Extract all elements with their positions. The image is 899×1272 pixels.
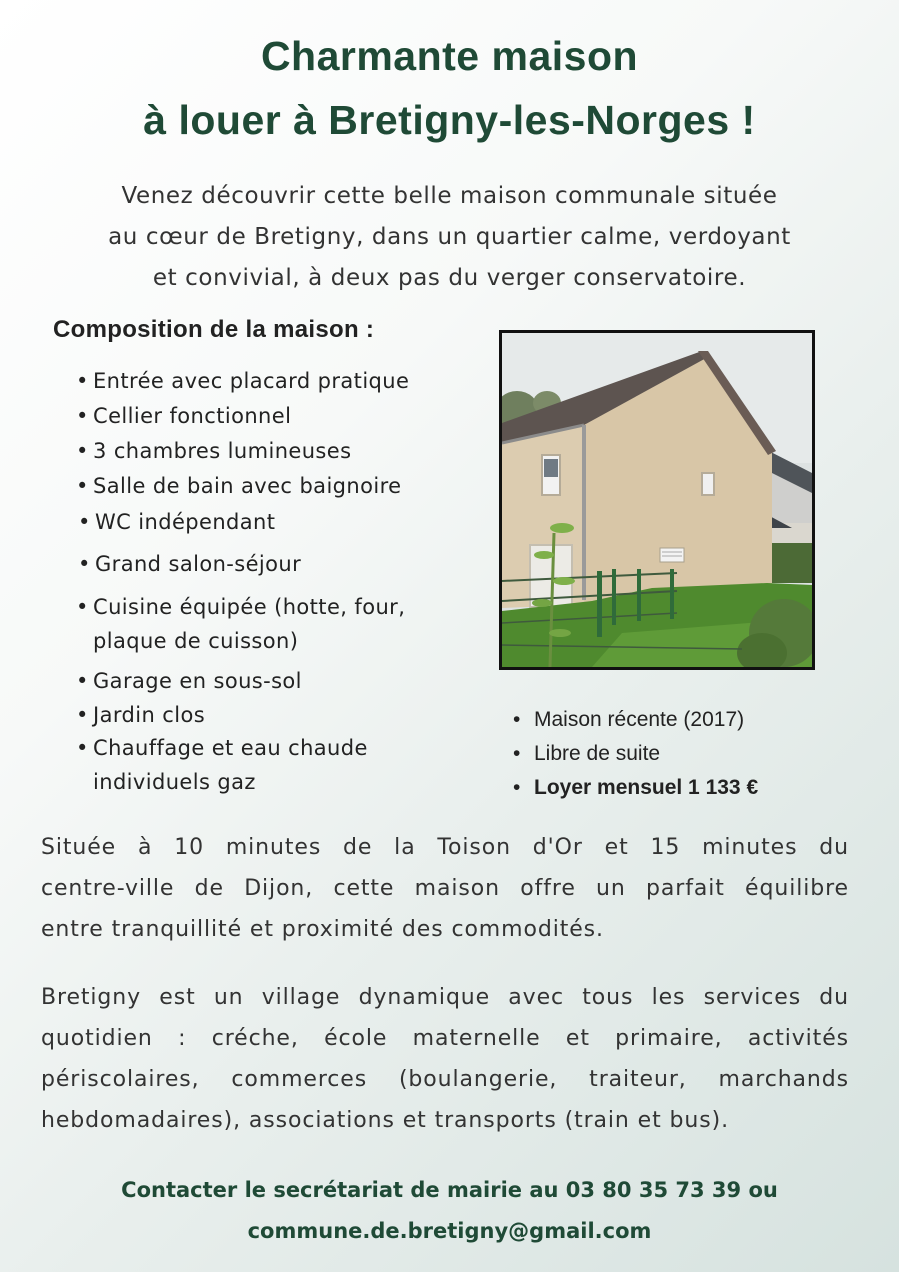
intro-paragraph [40,176,859,299]
bullet-icon: • [76,736,89,760]
bullet-icon: • [513,708,521,731]
bullet-icon: • [513,776,521,799]
bullet-icon: • [76,703,89,727]
list-item: • Jardin clos [76,698,205,732]
intro-line-2: au cœur de Bretigny, dans un quartier calme, verdoyant [108,224,791,250]
contact-email: commune.de.bretigny@gmail.com [247,1219,652,1243]
village-paragraph: Bretigny est un village dynamique avec tous les services du quotidien : créche, école maternelle et primaire, activités périscolaires, commerces (boulangerie, traiteur, marchands hebdomadaires), associations et transports (train et bus). [41,985,849,1133]
intro-line-1: Venez découvrir cette belle maison communale située [121,183,778,209]
list-item: • Libre de suite [513,737,660,771]
bullet-icon: • [78,510,91,534]
list-item: • Entrée avec placard pratique [76,364,409,398]
bullet-icon: • [76,369,89,393]
bullet-icon: • [513,742,521,765]
bullet-icon: • [76,474,89,498]
location-paragraph: Située à 10 minutes de la Toison d'Or et 15 minutes du centre-ville de Dijon, cette maison offre un parfait équilibre entre tranquillité et proximité des commodités. [41,835,849,942]
title-line-1: Charmante maison [260,33,639,79]
list-item: • Grand salon-séjour [78,547,301,581]
list-item: • Cellier fonctionnel [76,399,291,433]
bullet-icon: • [76,439,89,463]
list-item: • WC indépendant [78,505,275,539]
list-item: • Maison récente (2017) [513,703,744,737]
bullet-icon: • [78,552,91,576]
contact-info [0,1170,899,1252]
page-title [0,24,899,152]
house-photo [499,330,815,670]
title-line-2: à louer à Bretigny-les-Norges ! [143,97,756,143]
rent-item: • Loyer mensuel 1 133 € [513,771,758,805]
contact-line: Contacter le secrétariat de mairie au 03 80 35 73 39 ou [121,1178,778,1202]
bullet-icon: • [76,595,89,619]
bullet-icon: • [76,404,89,428]
intro-line-3: et convivial, à deux pas du verger conservatoire. [152,265,747,291]
composition-heading: Composition de la maison : [53,316,375,343]
list-item: • Cuisine équipée (hotte, four, plaque de cuisson) [76,590,405,658]
list-item: • 3 chambres lumineuses [76,434,351,468]
list-item: • Salle de bain avec baignoire [76,469,402,503]
list-item: • Garage en sous-sol [76,664,302,698]
bullet-icon: • [76,669,89,693]
list-item: • Chauffage et eau chaude individuels gaz [76,731,368,799]
